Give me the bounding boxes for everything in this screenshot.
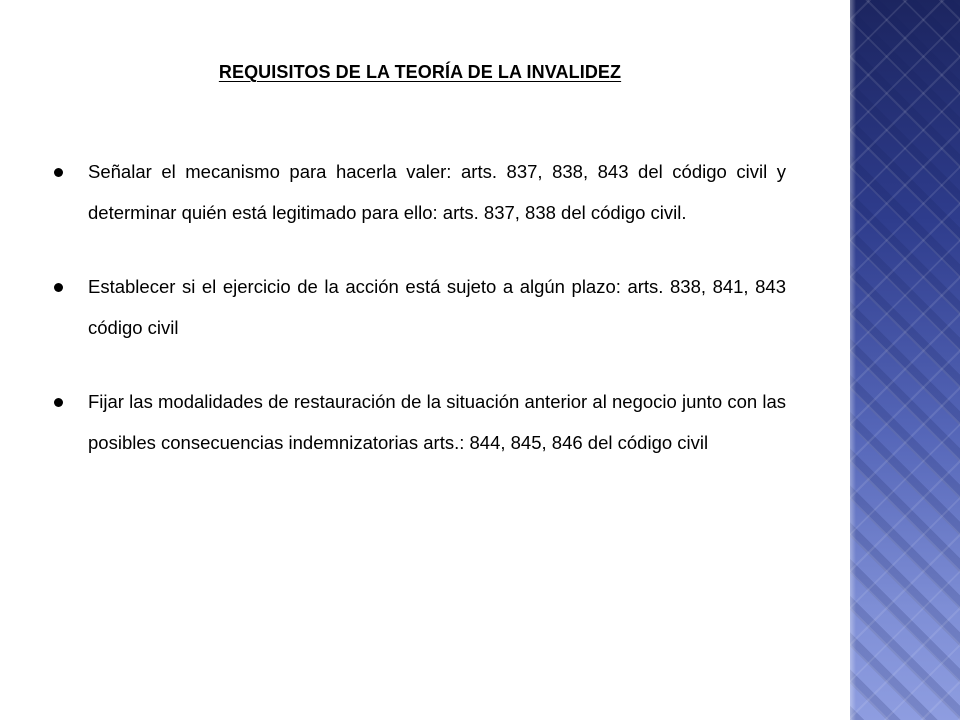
bullet-text: Establecer si el ejercicio de la acción está sujeto a algún plazo: arts. 838, 841, 843 código civil — [88, 276, 786, 338]
bullet-text: Fijar las modalidades de restauración de la situación anterior al negocio junto con las posibles consecuencias indemnizatorias arts.: 844, 845, 846 del código civil — [88, 391, 786, 453]
bullet-dot-icon — [54, 283, 63, 292]
bullet-item-plazo — [52, 267, 786, 348]
slide-title: REQUISITOS DE LA TEORÍA DE LA INVALIDEZ — [218, 62, 622, 82]
bullet-text: Señalar el mecanismo para hacerla valer: arts. 837, 838, 843 del código civil y determinar quién está legitimado para ello: arts. 837, 838 del código civil. — [88, 161, 786, 223]
decorative-side-panel — [850, 0, 960, 720]
bullet-list — [52, 152, 786, 463]
bullet-dot-icon — [54, 398, 63, 407]
bullet-item-mecanismo — [52, 152, 786, 233]
side-panel-edge-highlight — [850, 0, 856, 720]
bullet-item-restauracion — [52, 382, 786, 463]
bullet-dot-icon — [54, 168, 63, 177]
